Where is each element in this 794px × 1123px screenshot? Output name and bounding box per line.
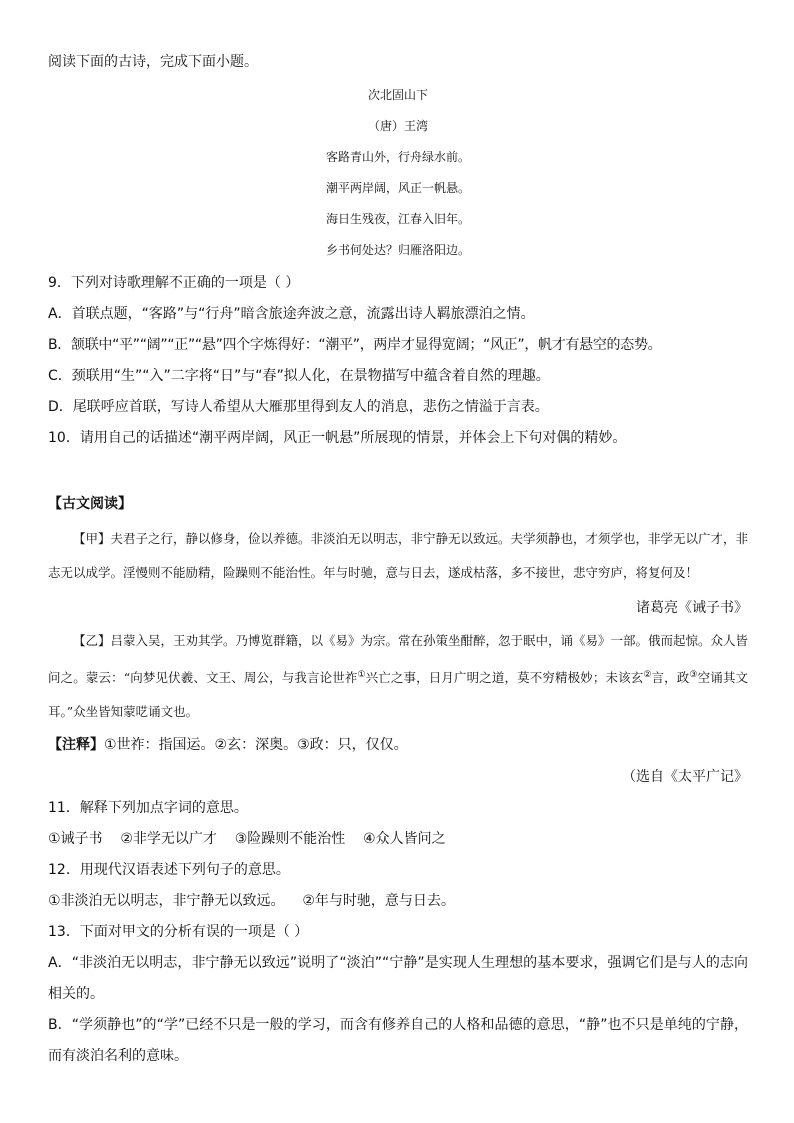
poem-line: 海日生残夜，江春入旧年。: [325, 212, 470, 226]
passage-jia: 【甲】夫君子之行，静以修身，俭以养德。非淡泊无以明志，非宁静无以致远。夫学须静也，才须学也，非学无以广才，非志无以成学。淫慢则不能励精，险躁则不能治性。年与时驰，意与日去，遂成枯落，多不接世，悲守穷庐，将复何及！: [48, 531, 749, 580]
poem: [48, 80, 748, 266]
poem-author: （唐）王湾: [367, 119, 428, 133]
question-items: ①诫子书 ②非学无以广才 ③险躁则不能治性 ④众人皆问之: [48, 831, 446, 848]
question-12: [48, 855, 748, 917]
option-a: A．“非淡泊无以明志，非宁静无以致远”说明了“淡泊”“宁静”是实现人生理想的基本要求，强调它们是与人的志向相关的。: [48, 955, 748, 1003]
option-b: B．“学须静也”的“学”已经不只是一般的学习，而含有修养自己的人格和品德的意思，“静”也不只是单纯的宁静，而有淡泊名利的意味。: [48, 1017, 748, 1065]
passage-yi-text: 空诵其文耳。”众坐皆知蒙呓诵文也。: [48, 670, 748, 720]
poem-line: 乡书何处达？归雁洛阳边。: [325, 243, 470, 257]
passage-yi-text: 言，政: [651, 670, 690, 686]
question-10: 10．请用自己的话描述“潮平两岸阔，风正一帆悬”所展现的情景，并体会上下句对偶的精妙。: [48, 430, 627, 446]
intro-text: 阅读下面的古诗，完成下面小题。: [48, 54, 258, 70]
poem-title: 次北固山下: [367, 88, 428, 102]
question-stem: 12．用现代汉语表述下列句子的意思。: [48, 862, 290, 879]
passage-jia-source: 诸葛亮《诫子书》: [636, 600, 748, 616]
section-heading: 【古文阅读】: [48, 496, 132, 512]
question-9: [48, 268, 748, 454]
footnote-marker: ②: [643, 670, 652, 680]
passage-yi-text: 兴亡之事，日月广明之道，莫不穷精极妙；未该玄: [365, 670, 644, 686]
footnote-marker: ①: [357, 670, 366, 680]
annotation-label: 【注释】: [48, 737, 104, 754]
poem-line: 潮平两岸阔，风正一帆悬。: [325, 181, 470, 195]
annotation: [48, 729, 748, 761]
poem-line: 客路青山外，行舟绿水前。: [325, 150, 470, 164]
passage-yi: [48, 624, 748, 729]
question-stem: 9．下列对诗歌理解不正确的一项是（ ）: [48, 275, 300, 291]
option-d: D．尾联呼应首联，写诗人希望从大雁那里得到友人的消息，悲伤之情溢于言表。: [48, 399, 549, 415]
question-stem: 13．下面对甲文的分析有误的一项是（ ）: [48, 924, 309, 941]
passage-yi-source: （选自《太平广记》: [622, 769, 748, 786]
question-11: [48, 793, 748, 855]
footnote-marker: ③: [689, 670, 698, 680]
question-stem: 11．解释下列加点字词的意思。: [48, 800, 248, 817]
question-items: ①非淡泊无以明志，非宁静无以致远。 ②年与时驰，意与日去。: [48, 893, 455, 910]
option-b: B．颔联中“平”“阔”“正”“悬”四个字炼得好：“潮平”，两岸才显得宽阔；“风正”，帆才有悬空的态势。: [48, 337, 662, 353]
question-13: [48, 917, 748, 1072]
passage-yi-text: 【乙】吕蒙入吴，王劝其学。乃博览群籍，以《易》为宗。常在孙策坐酣醉，忽于眠中，诵《易》一部。俄而起惊。众人皆问之。蒙云：“向梦见伏羲、文王、周公，与我言论世祚: [48, 633, 749, 686]
option-c: C．颈联用“生”“入”二字将“日”与“春”拟人化，在景物描写中蕴含着自然的理趣。: [48, 368, 550, 384]
option-a: A．首联点题，“客路”与“行舟”暗含旅途奔波之意，流露出诗人羁旅漂泊之情。: [48, 306, 535, 322]
annotation-text: ①世祚：指国运。②玄：深奥。③政：只，仅仅。: [104, 737, 408, 754]
document-page: [48, 52, 748, 1072]
